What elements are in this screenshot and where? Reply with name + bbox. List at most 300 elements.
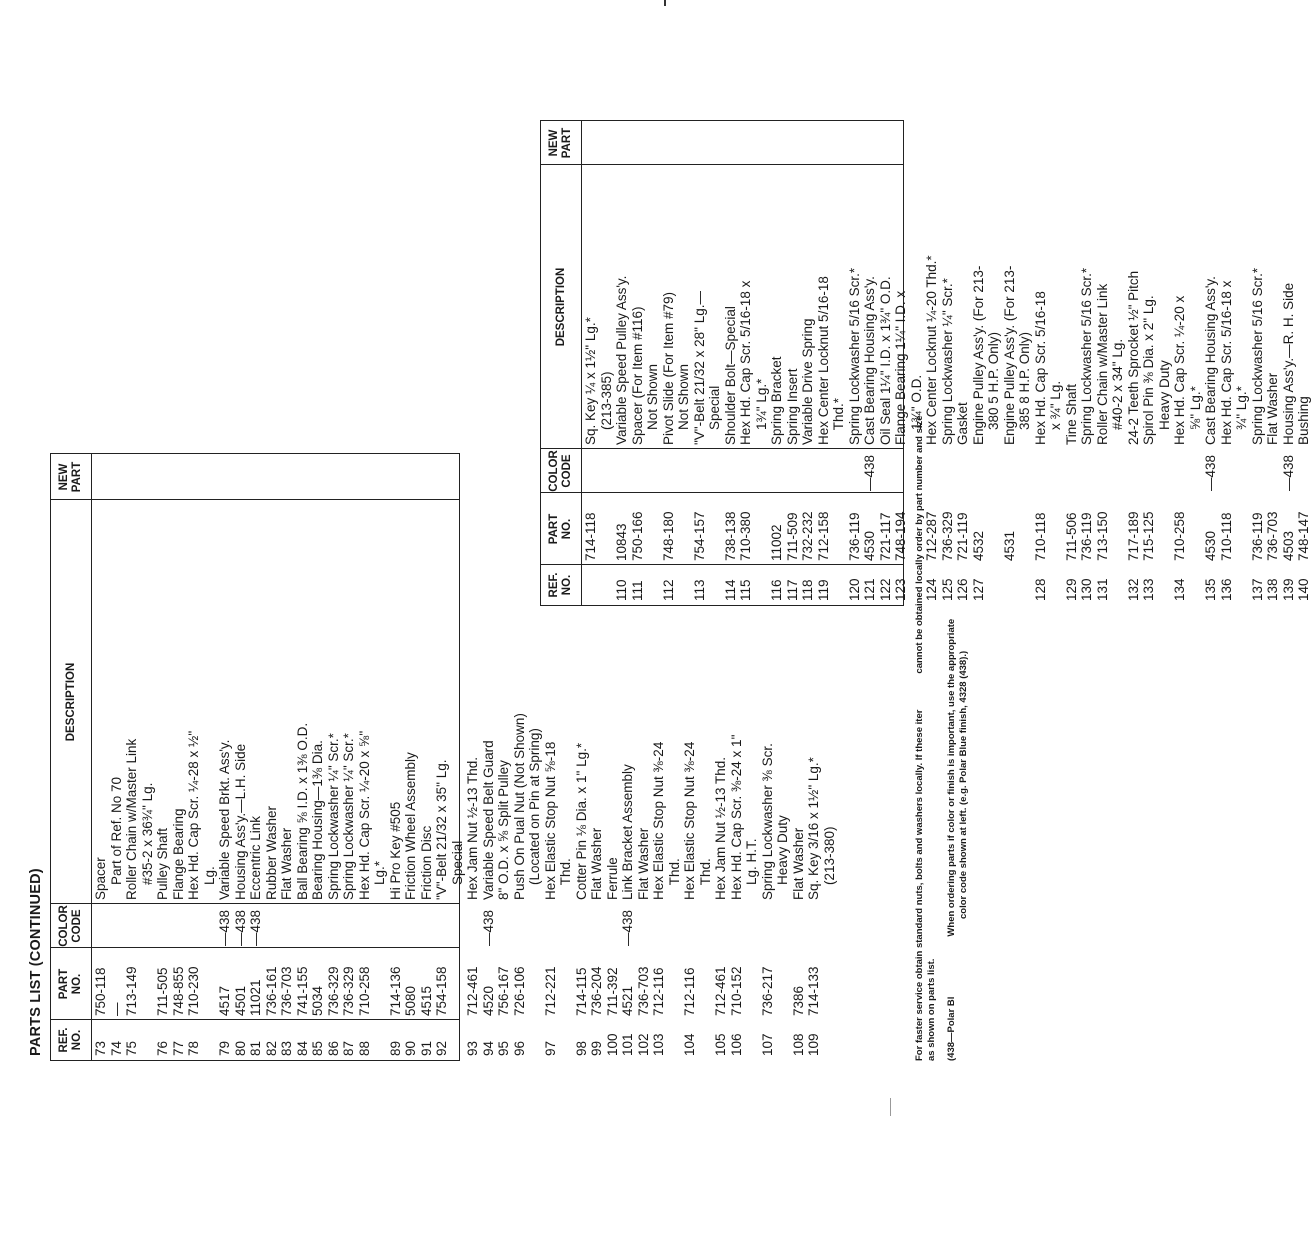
ref-no-cell: 103 bbox=[651, 1033, 666, 1056]
ref-no-cell: 98 bbox=[573, 1040, 589, 1056]
ref-no-cell bbox=[140, 1020, 156, 1060]
footnotes bbox=[914, 415, 970, 1061]
description-cell: Rubber Washer bbox=[263, 805, 279, 900]
description-cell: Hex Hd. Cap Scr. ¼-20 x ⅝" bbox=[356, 730, 372, 900]
color-code-cell bbox=[1110, 449, 1126, 493]
part-no-cell bbox=[1188, 493, 1204, 565]
table-row bbox=[645, 121, 661, 605]
table-row bbox=[388, 454, 404, 1060]
description-cell: Tine Shaft bbox=[1063, 383, 1079, 445]
ref-no-cell: 108 bbox=[790, 1033, 806, 1056]
color-code-cell bbox=[543, 904, 559, 948]
part-no-cell: 11021 bbox=[248, 979, 263, 1016]
part-no-cell bbox=[450, 948, 466, 1020]
color-code-cell bbox=[744, 904, 760, 948]
part-no-cell: 711-509 bbox=[784, 512, 800, 561]
description-cell: Flange Bearing 1¼" I.D. x bbox=[893, 290, 908, 445]
header-part-no: PART NO. bbox=[58, 968, 83, 1000]
table-row bbox=[109, 454, 125, 1060]
description-cell: Flat Washer bbox=[1265, 372, 1280, 445]
color-code-cell: —438 bbox=[248, 909, 263, 946]
color-code-cell bbox=[847, 449, 863, 493]
table-row bbox=[341, 454, 357, 1060]
description-cell: Cast Bearing Housing Ass'y. bbox=[1203, 276, 1218, 445]
description-cell: "V"-Belt 21/32 x 28" Lg.— bbox=[691, 291, 707, 445]
header-new-part: NEW PART bbox=[548, 127, 573, 159]
description-cell: Hex Center Locknut 5/16-18 bbox=[815, 276, 831, 445]
description-cell: Sq. Key ¼ x 1½" Lg.* bbox=[583, 317, 598, 445]
part-no-cell: 736-161 bbox=[263, 966, 279, 1016]
ref-no-cell: 77 bbox=[170, 1040, 186, 1056]
ref-no-cell: 100 bbox=[604, 1033, 620, 1056]
ref-no-cell bbox=[775, 1020, 791, 1060]
color-code-cell bbox=[403, 904, 419, 948]
ref-no-cell: 137 bbox=[1249, 578, 1265, 601]
table-row bbox=[692, 121, 708, 605]
color-code-cell bbox=[707, 449, 723, 493]
color-code-cell bbox=[1188, 449, 1204, 493]
color-code-cell bbox=[599, 449, 615, 493]
part-no-cell: 4517 bbox=[217, 985, 232, 1016]
table-row bbox=[893, 121, 909, 605]
ref-no-cell: 109 bbox=[806, 1033, 821, 1056]
description-cell: Cotter Pin ⅛ Dia. x 1" Lg.* bbox=[573, 742, 589, 900]
color-code-cell bbox=[698, 904, 714, 948]
color-code-cell bbox=[1250, 449, 1266, 493]
ref-no-cell bbox=[1002, 565, 1018, 605]
color-code-cell bbox=[760, 904, 776, 948]
table-row bbox=[1064, 121, 1080, 605]
table-row bbox=[661, 121, 677, 605]
description-cell: 8" O.D. x ⅝ Split Pulley bbox=[496, 760, 511, 900]
description-cell: Hex Hd. Cap Scr. 5/16-18 bbox=[1032, 291, 1048, 445]
color-code-cell: —438 bbox=[862, 454, 877, 491]
ref-no-cell: 74 bbox=[108, 1040, 124, 1056]
part-no-cell: 715-125 bbox=[1141, 511, 1156, 561]
table-row bbox=[434, 454, 450, 1060]
ref-no-cell: 97 bbox=[542, 1040, 558, 1056]
description-cell: Hex Center Locknut ¼-20 Thd.* bbox=[924, 255, 939, 445]
part-no-cell: 750-118 bbox=[93, 967, 108, 1016]
color-code-cell bbox=[729, 904, 745, 948]
part-no-cell: 11002 bbox=[769, 524, 784, 561]
description-cell: 1¾" Lg.* bbox=[753, 378, 769, 445]
description-cell: (Located on Pin at Spring) bbox=[527, 728, 542, 900]
description-cell: Flat Washer bbox=[589, 827, 604, 900]
color-code-cell bbox=[636, 904, 652, 948]
page-title: PARTS LIST (CONTINUED) bbox=[28, 868, 44, 1056]
color-code-cell bbox=[388, 904, 404, 948]
color-code-cell bbox=[171, 904, 187, 948]
ref-no-cell: 85 bbox=[310, 1040, 325, 1056]
table-row bbox=[847, 121, 863, 605]
table-row bbox=[754, 121, 770, 605]
color-code-cell bbox=[357, 904, 373, 948]
description-cell: Spring Lockwasher 5/16 Scr.* bbox=[846, 267, 862, 445]
table-row bbox=[1296, 121, 1312, 605]
ref-no-cell bbox=[372, 1020, 388, 1060]
part-no-cell: 711-392 bbox=[604, 967, 620, 1016]
color-code-cell bbox=[465, 904, 481, 948]
part-no-cell bbox=[599, 493, 615, 565]
color-code-cell bbox=[326, 904, 342, 948]
ref-no-cell bbox=[583, 565, 599, 605]
color-code-cell bbox=[1033, 449, 1049, 493]
part-no-cell bbox=[707, 493, 723, 565]
description-cell: ¾" Lg.* bbox=[1234, 386, 1249, 445]
table-row bbox=[1250, 121, 1266, 605]
table-row bbox=[614, 121, 630, 605]
table-row bbox=[1265, 121, 1281, 605]
color-code-cell bbox=[93, 904, 109, 948]
color-code-cell bbox=[450, 904, 466, 948]
ref-no-cell: 134 bbox=[1172, 578, 1187, 601]
part-no-cell: 748-180 bbox=[660, 511, 676, 561]
color-code-cell bbox=[1126, 449, 1142, 493]
color-code-cell bbox=[630, 449, 646, 493]
color-code-cell bbox=[310, 904, 326, 948]
ref-no-cell: 119 bbox=[815, 579, 831, 601]
color-code-cell bbox=[589, 904, 605, 948]
description-cell: Push On Pual Nut (Not Shown) bbox=[511, 713, 527, 900]
color-code-cell bbox=[816, 449, 832, 493]
color-code-cell bbox=[1079, 449, 1095, 493]
part-no-cell: 736-703 bbox=[279, 966, 294, 1016]
color-code-cell bbox=[713, 904, 729, 948]
ref-no-cell: 140 bbox=[1296, 578, 1311, 601]
color-code-cell bbox=[806, 904, 822, 948]
color-code-cell bbox=[800, 449, 816, 493]
ref-no-cell: 79 bbox=[217, 1040, 232, 1056]
description-cell: Spring Lockwasher ⅜ Scr. bbox=[759, 743, 775, 900]
color-code-cell bbox=[512, 904, 528, 948]
part-no-cell: — bbox=[108, 1002, 124, 1016]
color-code-cell bbox=[202, 904, 218, 948]
ref-no-cell bbox=[986, 565, 1002, 605]
ref-no-cell: 110 bbox=[614, 579, 629, 601]
description-cell: Spirol Pin ⅜ Dia. x 2" Lg. bbox=[1141, 295, 1156, 445]
part-no-cell: 712-221 bbox=[542, 966, 558, 1016]
description-cell: Friction Wheel Assembly bbox=[403, 752, 418, 900]
table-row bbox=[217, 454, 233, 1060]
ref-no-cell: 116 bbox=[769, 579, 784, 601]
table-row bbox=[1095, 121, 1111, 605]
description-cell: Flat Washer bbox=[790, 827, 806, 900]
part-no-cell: 712-461 bbox=[465, 966, 480, 1016]
table-row bbox=[1188, 121, 1204, 605]
ref-no-cell: 130 bbox=[1079, 578, 1094, 601]
part-no-cell: 4515 bbox=[418, 985, 434, 1016]
description-cell: Lg. bbox=[201, 866, 217, 900]
description-cell: Housing Ass'y.—L.H. Side bbox=[232, 743, 248, 900]
table-row bbox=[1017, 121, 1033, 605]
description-cell: Pulley Shaft bbox=[155, 827, 170, 900]
part-no-cell bbox=[698, 948, 714, 1020]
ref-no-cell bbox=[599, 565, 615, 605]
table-row bbox=[248, 454, 264, 1060]
description-cell: Spacer (For Item #116) bbox=[629, 306, 645, 445]
color-code-cell: —438 bbox=[480, 909, 496, 946]
ref-no-cell: 113 bbox=[691, 579, 707, 601]
color-code-cell bbox=[614, 449, 630, 493]
footnote-2-line-1: (438—Polar BlWhen ordering parts if color or finish is important, use the appropriate bbox=[946, 618, 957, 1061]
description-cell: x ¾" Lg. bbox=[1048, 380, 1063, 445]
description-cell: Hex Elastic Stop Nut ⅜-24 bbox=[682, 741, 697, 900]
part-no-cell bbox=[754, 493, 770, 565]
table-row bbox=[326, 454, 342, 1060]
color-code-cell bbox=[1219, 449, 1235, 493]
color-code-cell bbox=[1002, 449, 1018, 493]
ref-no-cell: 93 bbox=[465, 1040, 480, 1056]
description-cell: Flange Bearing bbox=[170, 808, 186, 900]
part-no-cell: 726-106 bbox=[511, 966, 527, 1016]
ref-no-cell: 115 bbox=[738, 579, 753, 601]
description-cell: Spring Bracket bbox=[769, 356, 784, 445]
ref-no-cell: 128 bbox=[1032, 578, 1048, 601]
part-no-cell bbox=[676, 493, 692, 565]
part-no-cell: 711-506 bbox=[1063, 512, 1079, 561]
table-row bbox=[862, 121, 878, 605]
color-code-cell bbox=[667, 904, 683, 948]
page-mark bbox=[664, 0, 666, 6]
color-code-cell bbox=[1296, 449, 1312, 493]
table-row bbox=[1281, 121, 1297, 605]
part-no-cell bbox=[1110, 493, 1126, 565]
table-row bbox=[1079, 121, 1095, 605]
description-cell: Hex Hd. Cap Scr. ¼-28 x ½" bbox=[186, 730, 201, 900]
color-code-cell bbox=[1048, 449, 1064, 493]
description-cell: (213-385) bbox=[598, 371, 614, 445]
part-no-cell: 4531 bbox=[1001, 530, 1017, 561]
description-cell: Heavy Duty bbox=[775, 815, 790, 900]
description-cell: Cast Bearing Housing Ass'y. bbox=[862, 276, 877, 445]
description-cell: Thd. bbox=[558, 858, 573, 900]
part-no-cell: 736-119 bbox=[1079, 512, 1094, 561]
table-row bbox=[481, 454, 497, 1060]
part-no-cell: 710-258 bbox=[1172, 511, 1187, 561]
color-code-cell bbox=[738, 449, 754, 493]
ref-no-cell: 83 bbox=[279, 1040, 294, 1056]
ref-no-cell: 127 bbox=[970, 578, 986, 601]
ref-no-cell bbox=[1188, 565, 1204, 605]
table-row bbox=[372, 454, 388, 1060]
table-row bbox=[171, 454, 187, 1060]
part-no-cell: 754-157 bbox=[691, 511, 707, 561]
ref-no-cell: 112 bbox=[660, 579, 676, 601]
part-no-cell: 712-461 bbox=[713, 966, 728, 1016]
table-row bbox=[583, 121, 599, 605]
table-row bbox=[878, 121, 894, 605]
table-row bbox=[769, 121, 785, 605]
description-cell: Spring Lockwasher ¼" Scr.* bbox=[325, 733, 341, 900]
footnote-1-line-1: For faster service obtain standard nuts, bolts and washers locally. If these itercannot be obtained locally order by part number and size bbox=[914, 415, 925, 1061]
part-no-cell: 5034 bbox=[310, 985, 325, 1016]
description-cell: Heavy Duty bbox=[1156, 360, 1172, 445]
part-no-cell: 736-329 bbox=[341, 966, 356, 1016]
part-no-cell: 5080 bbox=[403, 985, 418, 1016]
part-no-cell: 736-119 bbox=[1249, 512, 1265, 561]
color-code-cell bbox=[341, 904, 357, 948]
ref-no-cell bbox=[754, 565, 770, 605]
table-row bbox=[738, 121, 754, 605]
color-code-cell bbox=[124, 904, 140, 948]
part-no-cell: 4530 bbox=[1203, 530, 1218, 561]
part-no-cell: 710-230 bbox=[186, 966, 201, 1016]
ref-no-cell bbox=[1017, 565, 1033, 605]
color-code-cell bbox=[651, 904, 667, 948]
part-no-cell: 714-115 bbox=[573, 967, 589, 1016]
part-no-cell bbox=[822, 948, 838, 1020]
description-cell: Thd. bbox=[666, 858, 682, 900]
color-code-cell bbox=[661, 449, 677, 493]
header-ref-no: REF. NO. bbox=[548, 572, 573, 598]
ref-no-cell: 124 bbox=[924, 578, 939, 601]
ref-no-cell: 111 bbox=[629, 580, 645, 601]
description-cell: Variable Speed Pulley Ass'y. bbox=[614, 275, 629, 445]
ref-no-cell: 136 bbox=[1218, 578, 1234, 601]
table-row bbox=[512, 454, 528, 1060]
ref-no-cell: 105 bbox=[713, 1033, 728, 1056]
scan-smudge bbox=[890, 1098, 891, 1116]
description-cell: Lg. H.T. bbox=[744, 838, 759, 900]
description-cell: Lg.* bbox=[372, 860, 387, 900]
part-no-cell bbox=[202, 948, 218, 1020]
color-code-cell bbox=[109, 904, 125, 948]
table-row bbox=[1126, 121, 1142, 605]
color-code-cell bbox=[831, 449, 847, 493]
ref-no-cell bbox=[1234, 565, 1250, 605]
color-code-cell: —438 bbox=[1280, 454, 1296, 491]
ref-no-cell: 129 bbox=[1063, 578, 1079, 601]
color-code-cell bbox=[682, 904, 698, 948]
table-row bbox=[264, 454, 280, 1060]
color-code-cell: —438 bbox=[232, 909, 248, 946]
ref-no-cell bbox=[1048, 565, 1064, 605]
table-row bbox=[279, 454, 295, 1060]
ref-no-cell: 84 bbox=[294, 1040, 310, 1056]
ref-no-cell bbox=[450, 1020, 466, 1060]
table-row bbox=[1048, 121, 1064, 605]
table-row bbox=[800, 121, 816, 605]
header-new-part: NEW PART bbox=[58, 461, 83, 493]
ref-no-cell: 95 bbox=[496, 1040, 511, 1056]
table-row bbox=[186, 454, 202, 1060]
table-row bbox=[1002, 121, 1018, 605]
description-cell: Spring Lockwasher ¼" Scr.* bbox=[341, 733, 356, 900]
table-row bbox=[1110, 121, 1126, 605]
description-cell: Hex Hd. Cap Scr. 5/16-18 x bbox=[738, 280, 753, 445]
color-code-cell bbox=[893, 449, 909, 493]
description-cell: Part of Ref. No 70 bbox=[108, 776, 124, 900]
part-no-cell: 736-703 bbox=[1265, 511, 1280, 561]
part-no-cell: 710-118 bbox=[1032, 512, 1048, 561]
description-cell: ⅝" Lg.* bbox=[1187, 386, 1203, 445]
ref-no-cell bbox=[558, 1020, 574, 1060]
ref-no-cell: 80 bbox=[232, 1040, 248, 1056]
description-cell: 1¾" O.D. bbox=[908, 374, 924, 445]
ref-no-cell bbox=[744, 1020, 760, 1060]
color-code-cell bbox=[574, 904, 590, 948]
color-code-cell bbox=[1064, 449, 1080, 493]
color-code-cell bbox=[1141, 449, 1157, 493]
ref-no-cell: 75 bbox=[124, 1040, 139, 1056]
color-code-cell: —438 bbox=[217, 909, 232, 946]
part-no-cell bbox=[140, 948, 156, 1020]
ref-no-cell bbox=[527, 1020, 543, 1060]
part-no-cell bbox=[527, 948, 543, 1020]
part-no-cell: 741-155 bbox=[294, 966, 310, 1016]
table-row bbox=[630, 121, 646, 605]
description-cell: 24-2 Teeth Sprocket ½" Pitch bbox=[1125, 270, 1141, 445]
ref-no-cell: 88 bbox=[356, 1040, 372, 1056]
table-row bbox=[202, 454, 218, 1060]
ref-no-cell: 120 bbox=[846, 578, 862, 601]
part-no-cell bbox=[645, 493, 661, 565]
part-no-cell: 712-287 bbox=[924, 511, 939, 561]
table-row bbox=[1203, 121, 1219, 605]
table-row bbox=[310, 454, 326, 1060]
description-cell: #40-2 x 34" Lg. bbox=[1110, 338, 1125, 445]
description-cell: Ferrule bbox=[604, 857, 620, 900]
part-no-cell bbox=[775, 948, 791, 1020]
part-no-cell: 738-138 bbox=[722, 511, 738, 561]
color-code-cell bbox=[775, 904, 791, 948]
ref-no-cell: 92 bbox=[434, 1040, 449, 1056]
ref-no-cell bbox=[822, 1020, 838, 1060]
ref-no-cell: 121 bbox=[862, 578, 877, 601]
part-no-cell: 713-149 bbox=[124, 966, 139, 1016]
table-row bbox=[450, 454, 466, 1060]
description-cell: Pivot Slide (For Item #79) bbox=[660, 291, 676, 445]
color-code-cell bbox=[434, 904, 450, 948]
part-no-cell: 4520 bbox=[480, 985, 496, 1016]
ref-no-cell: 81 bbox=[248, 1040, 263, 1056]
part-no-cell: 736-217 bbox=[759, 966, 775, 1016]
header-description: DESCRIPTION bbox=[64, 662, 77, 742]
description-cell: Bushing bbox=[1296, 396, 1311, 445]
part-no-cell bbox=[986, 493, 1002, 565]
table-row bbox=[831, 121, 847, 605]
description-cell: Hex Jam Nut ½-13 Thd. bbox=[465, 756, 480, 900]
ref-no-cell: 101 bbox=[620, 1033, 635, 1056]
color-code-cell bbox=[155, 904, 171, 948]
description-cell: Spring Lockwasher 5/16 Scr.* bbox=[1079, 267, 1094, 445]
ref-no-cell: 123 bbox=[893, 578, 908, 601]
ref-no-cell: 106 bbox=[728, 1033, 744, 1056]
description-cell: Engine Pulley Ass'y. (For 213- bbox=[1001, 265, 1017, 445]
ref-no-cell: 87 bbox=[341, 1040, 356, 1056]
color-code-cell bbox=[822, 904, 838, 948]
header-part-no: PART NO. bbox=[548, 513, 573, 545]
ref-no-cell: 125 bbox=[939, 578, 955, 601]
ref-no-cell: 102 bbox=[635, 1033, 651, 1056]
table-row bbox=[93, 454, 109, 1060]
ref-no-cell bbox=[1157, 565, 1173, 605]
ref-no-cell: 104 bbox=[682, 1033, 697, 1056]
description-cell: Hex Jam Nut ½-13 Thd. bbox=[713, 756, 728, 900]
part-no-cell: 4521 bbox=[620, 985, 635, 1016]
part-no-cell: 756-167 bbox=[496, 966, 511, 1016]
table-row bbox=[1157, 121, 1173, 605]
color-code-cell bbox=[1172, 449, 1188, 493]
color-code-cell bbox=[676, 449, 692, 493]
color-code-cell bbox=[645, 449, 661, 493]
table-row bbox=[785, 121, 801, 605]
ref-no-cell: 94 bbox=[480, 1040, 496, 1056]
description-cell: Variable Drive Spring bbox=[800, 318, 815, 445]
color-code-cell bbox=[1157, 449, 1173, 493]
header-color-code: COLOR CODE bbox=[58, 905, 83, 947]
